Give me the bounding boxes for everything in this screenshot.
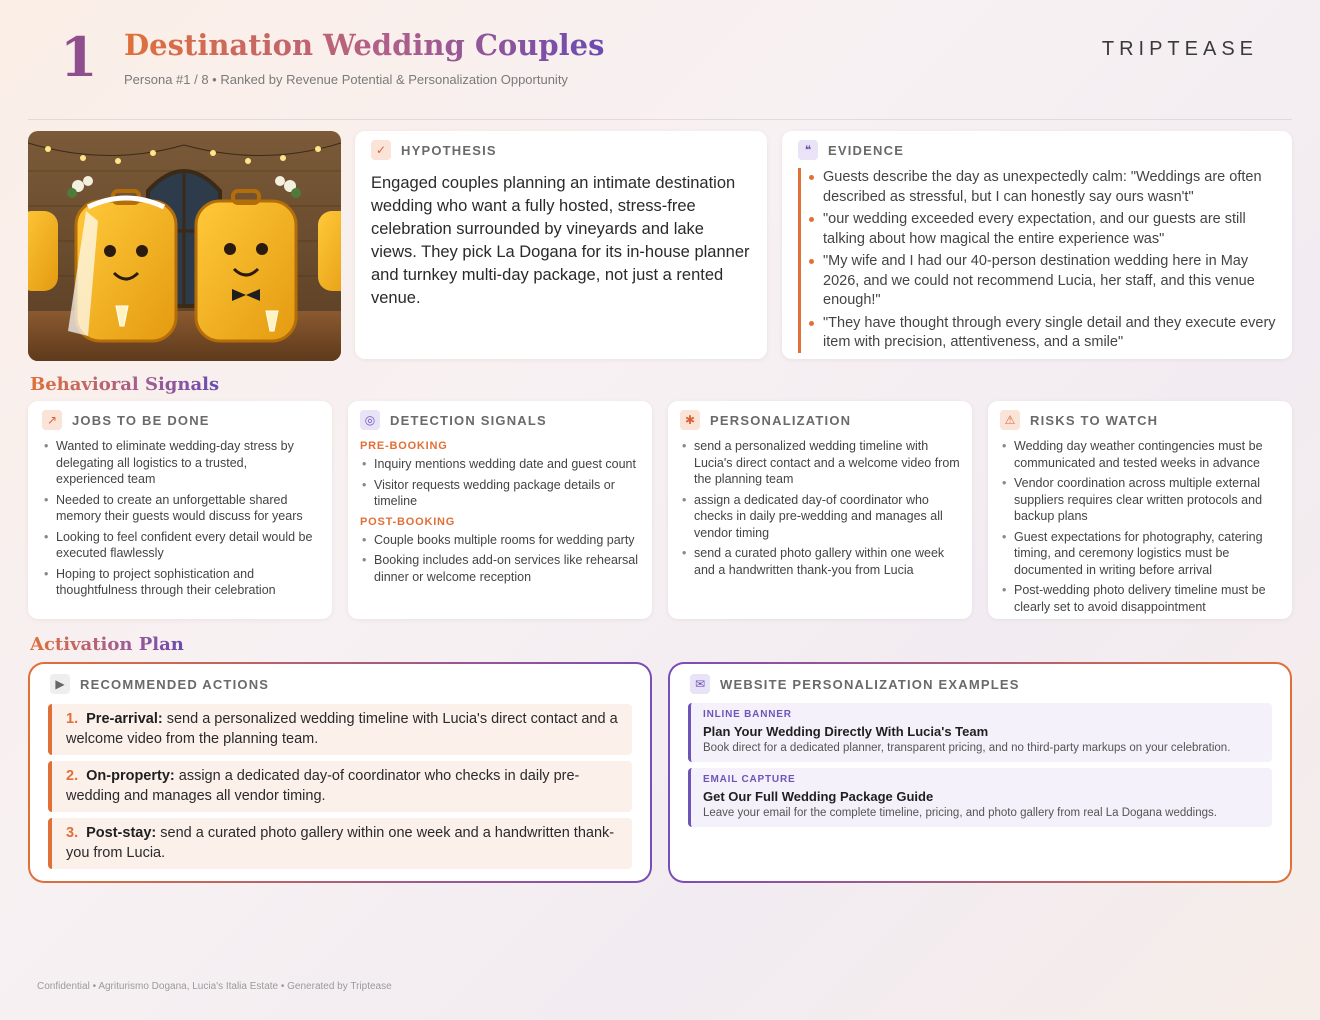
personalization-card	[668, 401, 972, 619]
action-item: 2. On-property: assign a dedicated day-of coordinator who checks in daily pre-wedding and manages all vendor timing.	[48, 761, 632, 812]
jobs-label: JOBS TO BE DONE	[72, 412, 210, 428]
evidence-item: "They have thought through every single detail and they execute every item with precision, attentiveness, and a smile"	[823, 314, 1276, 353]
list-item: • Couple books multiple rooms for wedding party	[360, 532, 640, 549]
action-item: 1. Pre-arrival: send a personalized wedding timeline with Lucia's direct contact and a welcome video from the planning team.	[48, 704, 632, 755]
radar-icon: ◎	[360, 410, 380, 430]
actions-label: RECOMMENDED ACTIONS	[80, 676, 270, 692]
example-inline-banner	[688, 703, 1272, 762]
behavioral-signals-title: Behavioral Signals	[30, 374, 220, 395]
risks-label: RISKS TO WATCH	[1030, 412, 1159, 428]
check-icon: ✓	[371, 140, 391, 160]
post-booking-list	[360, 532, 640, 586]
jobs-list	[42, 438, 318, 599]
example-email-capture	[688, 768, 1272, 827]
page-subtitle: Persona #1 / 8 • Ranked by Revenue Potential & Personalization Opportunity	[124, 72, 568, 87]
arrow-up-right-icon: ↗	[42, 410, 62, 430]
list-item: • Booking includes add-on services like rehearsal dinner or welcome reception	[360, 552, 640, 585]
sparkle-icon: ✱	[680, 410, 700, 430]
page-header	[0, 0, 1320, 120]
jobs-card	[28, 401, 332, 619]
evidence-card	[782, 131, 1292, 359]
list-item: • Post-wedding photo delivery timeline must be clearly set to avoid disappointment	[1000, 582, 1280, 615]
action-item: 3. Post-stay: send a curated photo gallery within one week and a handwritten thank-you from Lucia.	[48, 818, 632, 869]
brand-logo: TRIPTEASE	[1101, 38, 1258, 60]
play-icon: ▶	[50, 674, 70, 694]
wedding-suitcases-illustration	[28, 131, 341, 361]
list-item: • Guest expectations for photography, catering timing, and ceremony logistics must be documented in writing before arrival	[1000, 529, 1280, 579]
list-item: • Wedding day weather contingencies must be communicated and tested weeks in advance	[1000, 438, 1280, 471]
list-item: • Hoping to project sophistication and thoughtfulness through their celebration	[42, 566, 318, 599]
examples-label: WEBSITE PERSONALIZATION EXAMPLES	[720, 676, 1020, 692]
evidence-list	[798, 168, 1276, 353]
hypothesis-text: Engaged couples planning an intimate destination wedding who want a fully hosted, stress-free celebration surrounded by vineyards and lake views. They pick La Dogana for its in-house planner and turnkey multi-day package, not just a rented venue.	[371, 174, 750, 307]
example-type: INLINE BANNER	[703, 709, 792, 720]
detection-card	[348, 401, 652, 619]
mail-icon: ✉	[690, 674, 710, 694]
list-item: • Needed to create an unforgettable shared memory their guests would discuss for years	[42, 492, 318, 525]
website-examples-panel	[668, 662, 1292, 883]
evidence-item: Guests describe the day as unexpectedly calm: "Weddings are often described as stressful, but I can honestly say ours wasn't"	[823, 168, 1276, 207]
list-item: • Looking to feel confident every detail would be executed flawlessly	[42, 529, 318, 562]
list-item: • Inquiry mentions wedding date and guest count	[360, 456, 640, 473]
page-title: Destination Wedding Couples	[124, 28, 605, 62]
example-body: Leave your email for the complete timeline, pricing, and photo gallery from real La Dogana weddings.	[703, 807, 1217, 819]
example-title: Get Our Full Wedding Package Guide	[703, 789, 934, 804]
post-booking-label: POST-BOOKING	[360, 515, 456, 528]
risks-list	[1000, 438, 1280, 615]
hypothesis-label: HYPOTHESIS	[401, 142, 497, 158]
list-item: • Visitor requests wedding package details or timeline	[360, 477, 640, 510]
risks-card	[988, 401, 1292, 619]
example-title: Plan Your Wedding Directly With Lucia's Team	[703, 724, 989, 739]
list-item: • send a personalized wedding timeline with Lucia's direct contact and a welcome video from the planning team	[680, 438, 960, 488]
activation-plan-title: Activation Plan	[30, 634, 184, 655]
list-item: • Vendor coordination across multiple external suppliers requires clear written protocols and backup plans	[1000, 475, 1280, 525]
pre-booking-list	[360, 456, 640, 510]
page-footer: Confidential • Agriturismo Dogana, Lucia's Italia Estate • Generated by Triptease	[37, 981, 392, 992]
personalization-list	[680, 438, 960, 578]
personalization-label: PERSONALIZATION	[710, 412, 852, 428]
list-item: • send a curated photo gallery within one week and a handwritten thank-you from Lucia	[680, 545, 960, 578]
pre-booking-label: PRE-BOOKING	[360, 440, 448, 452]
warning-icon: ⚠	[1000, 410, 1020, 430]
header-divider	[28, 119, 1292, 120]
evidence-label: EVIDENCE	[828, 142, 905, 158]
example-type: EMAIL CAPTURE	[703, 774, 796, 785]
recommended-actions-panel	[28, 662, 652, 883]
quote-icon: ❝	[798, 140, 818, 160]
evidence-item: "My wife and I had our 40-person destination wedding here in May 2026, and we could not recommend Lucia, her staff, and this venue enough!"	[823, 252, 1276, 311]
list-item: • Wanted to eliminate wedding-day stress by delegating all logistics to a trusted, experienced team	[42, 438, 318, 488]
evidence-item: "our wedding exceeded every expectation, and our guests are still talking about how magical the entire experience was"	[823, 210, 1276, 249]
persona-rank: 1	[60, 25, 98, 89]
example-body: Book direct for a dedicated planner, transparent pricing, and no third-party markups on your celebration.	[703, 742, 1231, 754]
detection-label: DETECTION SIGNALS	[390, 412, 547, 428]
hero-illustration	[28, 131, 341, 361]
list-item: • assign a dedicated day-of coordinator who checks in daily pre-wedding and manages all vendor timing	[680, 492, 960, 542]
hypothesis-card	[355, 131, 767, 359]
